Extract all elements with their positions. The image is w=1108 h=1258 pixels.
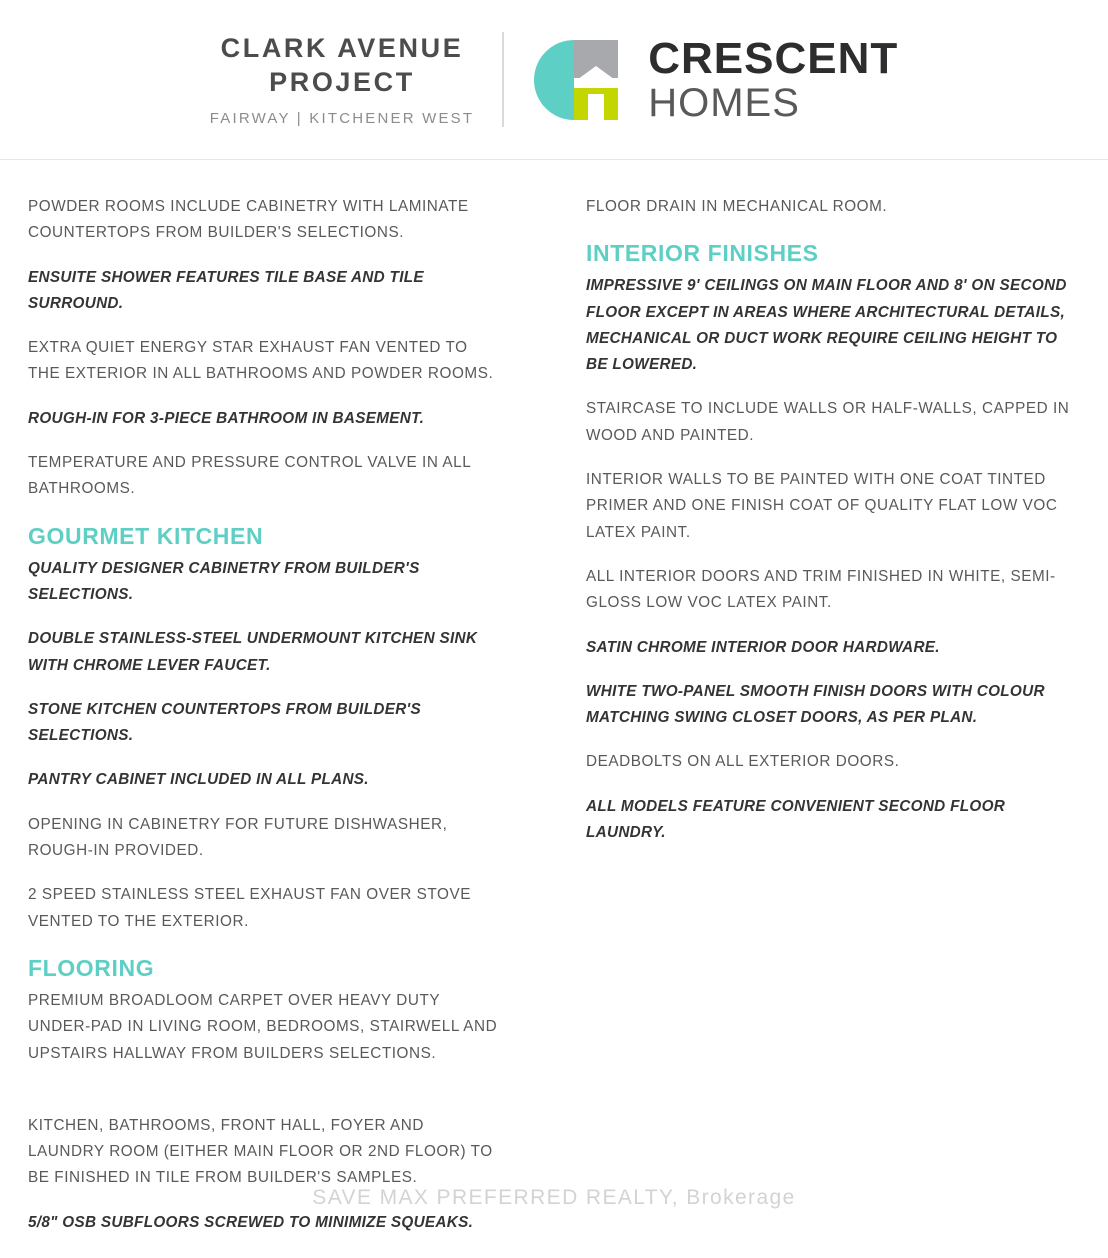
feature-paragraph: ALL INTERIOR DOORS AND TRIM FINISHED IN WHITE, SEMI-GLOSS LOW VOC LATEX PAINT.: [586, 567, 1056, 612]
project-location: FAIRWAY | KITCHENER WEST: [209, 109, 475, 127]
watermark: SAVE MAX PREFERRED REALTY, Brokerage: [312, 1186, 796, 1209]
feature-paragraph: 2 SPEED STAINLESS STEEL EXHAUST FAN OVER STOVE VENTED TO THE EXTERIOR.: [28, 886, 471, 930]
feature-paragraph: STONE KITCHEN COUNTERTOPS FROM BUILDER'S SELECTIONS.: [28, 700, 421, 745]
brand-text: [648, 33, 899, 125]
feature-paragraph: WHITE TWO-PANEL SMOOTH FINISH DOORS WITH COLOUR MATCHING SWING CLOSET DOORS, AS PER PLAN.: [586, 682, 1045, 727]
feature-paragraph: INTERIOR WALLS TO BE PAINTED WITH ONE COAT TINTED PRIMER AND ONE FINISH COAT OF QUALITY FLAT LOW VOC LATEX PAINT.: [586, 471, 1058, 541]
left-column: [28, 194, 554, 1254]
feature-paragraph: ENSUITE SHOWER FEATURES TILE BASE AND TILE SURROUND.: [28, 268, 424, 312]
brand-name: CRESCENT: [648, 33, 899, 83]
feature-paragraph: DEADBOLTS ON ALL EXTERIOR DOORS.: [586, 753, 900, 771]
document-header: [0, 0, 1108, 160]
section-title: GOURMET KITCHEN: [28, 522, 264, 549]
project-title-block: [210, 32, 505, 127]
feature-paragraph: STAIRCASE TO INCLUDE WALLS OR HALF-WALLS, CAPPED IN WOOD AND PAINTED.: [586, 400, 1070, 444]
feature-paragraph: KITCHEN, BATHROOMS, FRONT HALL, FOYER AND LAUNDRY ROOM (EITHER MAIN FLOOR OR 2ND FLOOR) TO BE FINISHED IN TILE FROM BUILDER'S SAMPLES.: [28, 1116, 493, 1187]
feature-paragraph: FLOOR DRAIN IN MECHANICAL ROOM.: [586, 198, 888, 215]
feature-paragraph: ROUGH-IN FOR 3-PIECE BATHROOM IN BASEMENT.: [28, 409, 425, 427]
crescent-homes-logo-icon: [530, 36, 626, 124]
feature-paragraph: PANTRY CABINET INCLUDED IN ALL PLANS.: [28, 771, 369, 789]
feature-paragraph: PREMIUM BROADLOOM CARPET OVER HEAVY DUTY UNDER-PAD IN LIVING ROOM, BEDROOMS, STAIRWELL AND UPSTAIRS HALLWAY FROM BUILDERS SELECTIONS.: [28, 991, 498, 1062]
section-title: INTERIOR FINISHES: [586, 240, 819, 267]
header-inner: [210, 32, 899, 127]
right-column: [554, 194, 1080, 1254]
brand-block: [504, 33, 899, 125]
project-title-line-1: CLARK AVENUE: [220, 33, 464, 64]
feature-paragraph: DOUBLE STAINLESS-STEEL UNDERMOUNT KITCHEN SINK WITH CHROME LEVER FAUCET.: [28, 630, 478, 674]
brand-subname: HOMES: [648, 80, 800, 125]
feature-paragraph: QUALITY DESIGNER CABINETRY FROM BUILDER'S SELECTIONS.: [28, 559, 420, 603]
feature-paragraph: TEMPERATURE AND PRESSURE CONTROL VALVE IN ALL BATHROOMS.: [28, 454, 471, 498]
section-title: FLOORING: [28, 954, 155, 981]
feature-paragraph: OPENING IN CABINETRY FOR FUTURE DISHWASHER, ROUGH-IN PROVIDED.: [28, 815, 448, 860]
content-columns: [0, 160, 1108, 1254]
feature-paragraph: ALL MODELS FEATURE CONVENIENT SECOND FLOOR LAUNDRY.: [586, 797, 1006, 842]
feature-paragraph: 5/8" OSB SUBFLOORS SCREWED TO MINIMIZE SQUEAKS.: [28, 1213, 474, 1231]
feature-paragraph: SATIN CHROME INTERIOR DOOR HARDWARE.: [586, 638, 940, 656]
feature-paragraph: IMPRESSIVE 9' CEILINGS ON MAIN FLOOR AND 8' ON SECOND FLOOR EXCEPT IN AREAS WHERE ARCHITECTURAL DETAILS, MECHANICAL OR DUCT WORK REQUIRE CEILING HEIGHT TO BE LOWERED.: [586, 277, 1067, 374]
feature-paragraph: POWDER ROOMS INCLUDE CABINETRY WITH LAMINATE COUNTERTOPS FROM BUILDER'S SELECTIONS.: [28, 198, 469, 242]
project-title-line-2: PROJECT: [269, 67, 415, 97]
feature-paragraph: EXTRA QUIET ENERGY STAR EXHAUST FAN VENTED TO THE EXTERIOR IN ALL BATHROOMS AND POWDER ROOMS.: [28, 339, 494, 383]
